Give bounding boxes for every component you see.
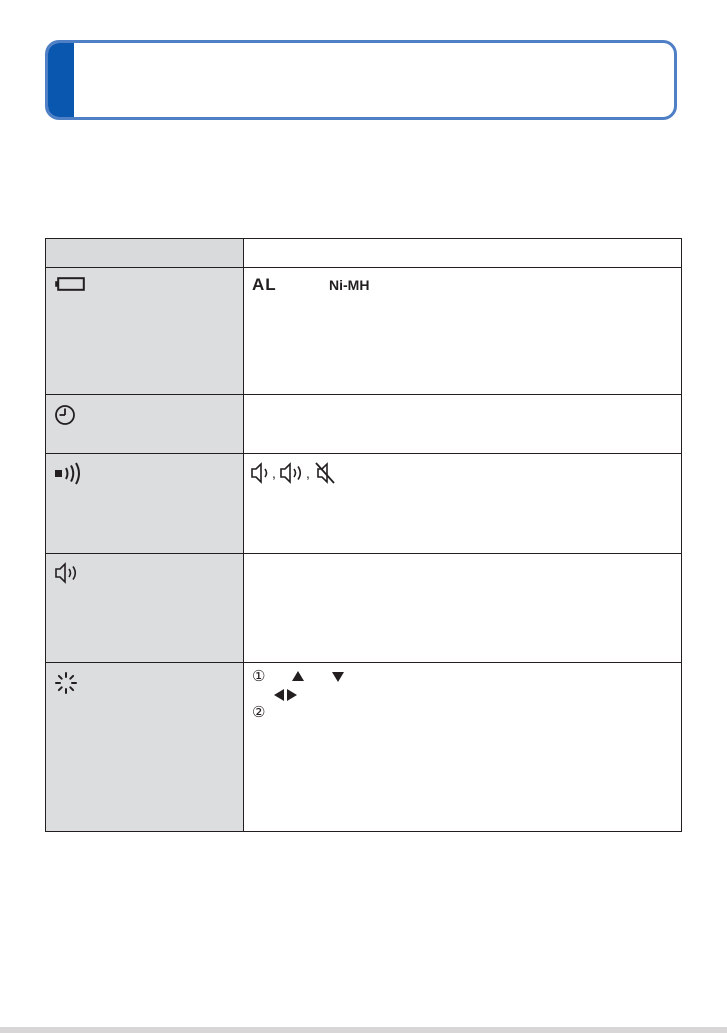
beep-description-cell xyxy=(244,454,682,554)
speaker-volume-icon xyxy=(54,562,86,584)
step-2-marker: ② xyxy=(252,704,266,721)
alkaline-battery-glyph: AL xyxy=(252,275,277,294)
beep-icon xyxy=(54,462,86,484)
page-bottom-edge xyxy=(0,1027,727,1033)
table-row-volume xyxy=(46,554,682,663)
monitor-brightness-icon xyxy=(54,671,86,693)
nimh-battery-glyph: Ni-MH xyxy=(329,277,370,293)
table-row-beep xyxy=(46,454,682,554)
volume-description-cell xyxy=(244,554,682,663)
banner-tab xyxy=(48,43,74,117)
battery-description-cell xyxy=(244,268,682,395)
speaker-low-icon xyxy=(252,464,267,482)
monitor-brightness-label-cell[interactable] xyxy=(46,663,244,832)
svg-text:,: , xyxy=(272,465,276,481)
clock-label-cell[interactable] xyxy=(46,395,244,454)
svg-text:,: , xyxy=(306,465,310,481)
clock-description-cell xyxy=(244,395,682,454)
table-row-battery xyxy=(46,268,682,395)
table-header-row xyxy=(46,239,682,268)
right-arrow-icon xyxy=(287,689,297,701)
speaker-mute-icon xyxy=(316,463,334,483)
speaker-high-icon xyxy=(281,464,300,482)
volume-label-cell[interactable] xyxy=(46,554,244,663)
title-banner xyxy=(45,40,677,120)
beep-label-cell[interactable] xyxy=(46,454,244,554)
header-description-cell xyxy=(244,239,682,268)
up-arrow-icon xyxy=(292,671,304,681)
beep-options xyxy=(250,462,350,484)
down-arrow-icon xyxy=(332,672,344,682)
clock-icon xyxy=(54,403,86,425)
table-row-clock xyxy=(46,395,682,454)
battery-label-cell[interactable] xyxy=(46,268,244,395)
header-item-cell xyxy=(46,239,244,268)
monitor-brightness-description-cell xyxy=(244,663,682,832)
step-1-marker: ① xyxy=(252,668,266,685)
settings-table xyxy=(45,238,682,832)
table-row-monitor-brightness xyxy=(46,663,682,832)
left-arrow-icon xyxy=(274,689,284,701)
battery-icon xyxy=(54,276,86,298)
